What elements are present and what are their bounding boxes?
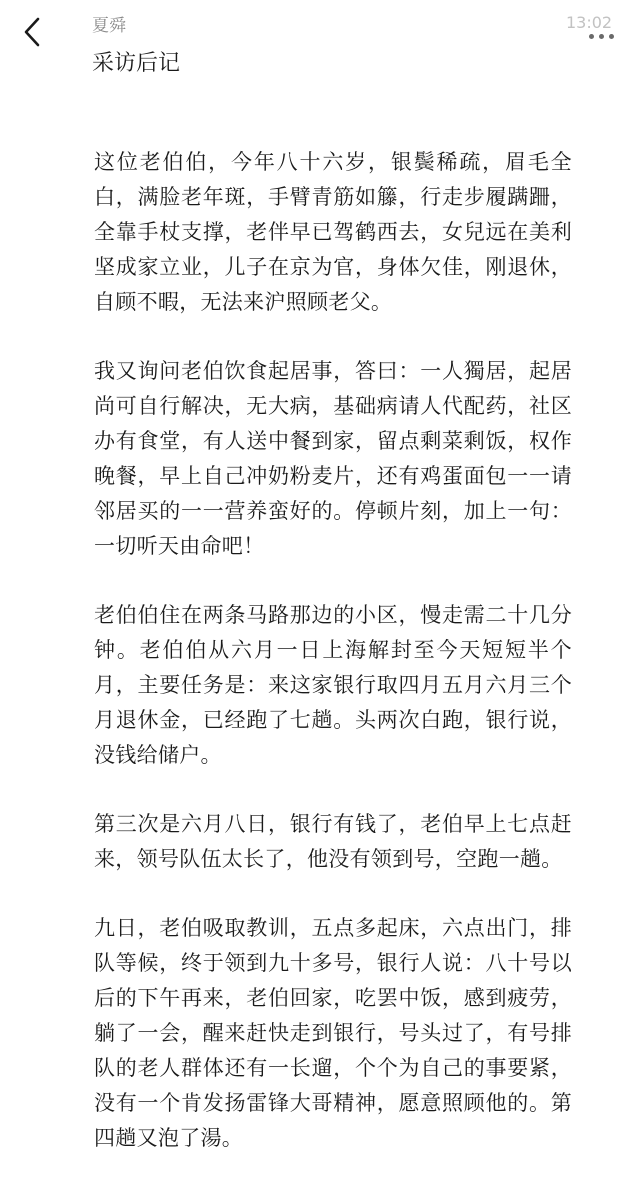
paragraph: 第三次是六月八日，银行有钱了，老伯早上七点赶来，领号队伍太长了，他没有领到号，空跑一趟。	[94, 812, 572, 871]
more-button[interactable]	[584, 26, 618, 46]
paragraph: 我又询问老伯饮食起居事，答曰：一人獨居，起居尚可自行解决，无大病，基础病请人代配药，社区办有食堂，有人送中餐到家，留点剩菜剩饭，权作晚餐，早上自己冲奶粉麦片，还有鸡蛋面包一一请邻居买的一一营养蛮好的。停顿片刻，加上一句：一切听天由命吧！	[94, 359, 572, 558]
more-dots-icon	[599, 34, 604, 39]
article-title: 采访后记	[92, 51, 181, 76]
paragraph: 九日，老伯吸取教训，五点多起床，六点出门，排队等候，终于领到九十多号，银行人说：八十号以后的下午再来，老伯回家，吃罢中饭，感到疲劳，躺了一会，醒来赶快走到银行，号头过了，有号排队的老人群体还有一长遛，个个为自己的事要紧，没有一个肯发扬雷锋大哥精神，愿意照顾他的。第四趟又泡了湯。	[94, 916, 572, 1150]
author-name[interactable]: 夏舜	[92, 16, 126, 36]
more-dots-icon	[609, 34, 614, 39]
paragraph: 老伯伯住在两条马路那边的小区，慢走需二十几分钟。老伯伯从六月一日上海解封至今天短短半个月，主要任务是：来这家银行取四月五月六月三个月退休金，已经跑了七趟。头两次白跑，银行说，没钱给储户。	[94, 603, 572, 767]
paragraph: 这位老伯伯，今年八十六岁，银鬓稀疏，眉毛全白，满脸老年斑，手臂青筋如籐，行走步履蹒跚，全靠手杖支撑，老伴早已驾鹤西去，女兒远在美利坚成家立业，儿子在京为官，身体欠佳，刚退休，自顾不暇，无法来沪照顾老父。	[94, 150, 572, 314]
post-time: 13:02	[566, 13, 613, 32]
more-dots-icon	[589, 34, 594, 39]
header-bar	[0, 0, 635, 90]
back-button[interactable]	[14, 14, 50, 50]
chevron-left-icon	[22, 17, 42, 47]
article-body	[94, 145, 572, 1190]
